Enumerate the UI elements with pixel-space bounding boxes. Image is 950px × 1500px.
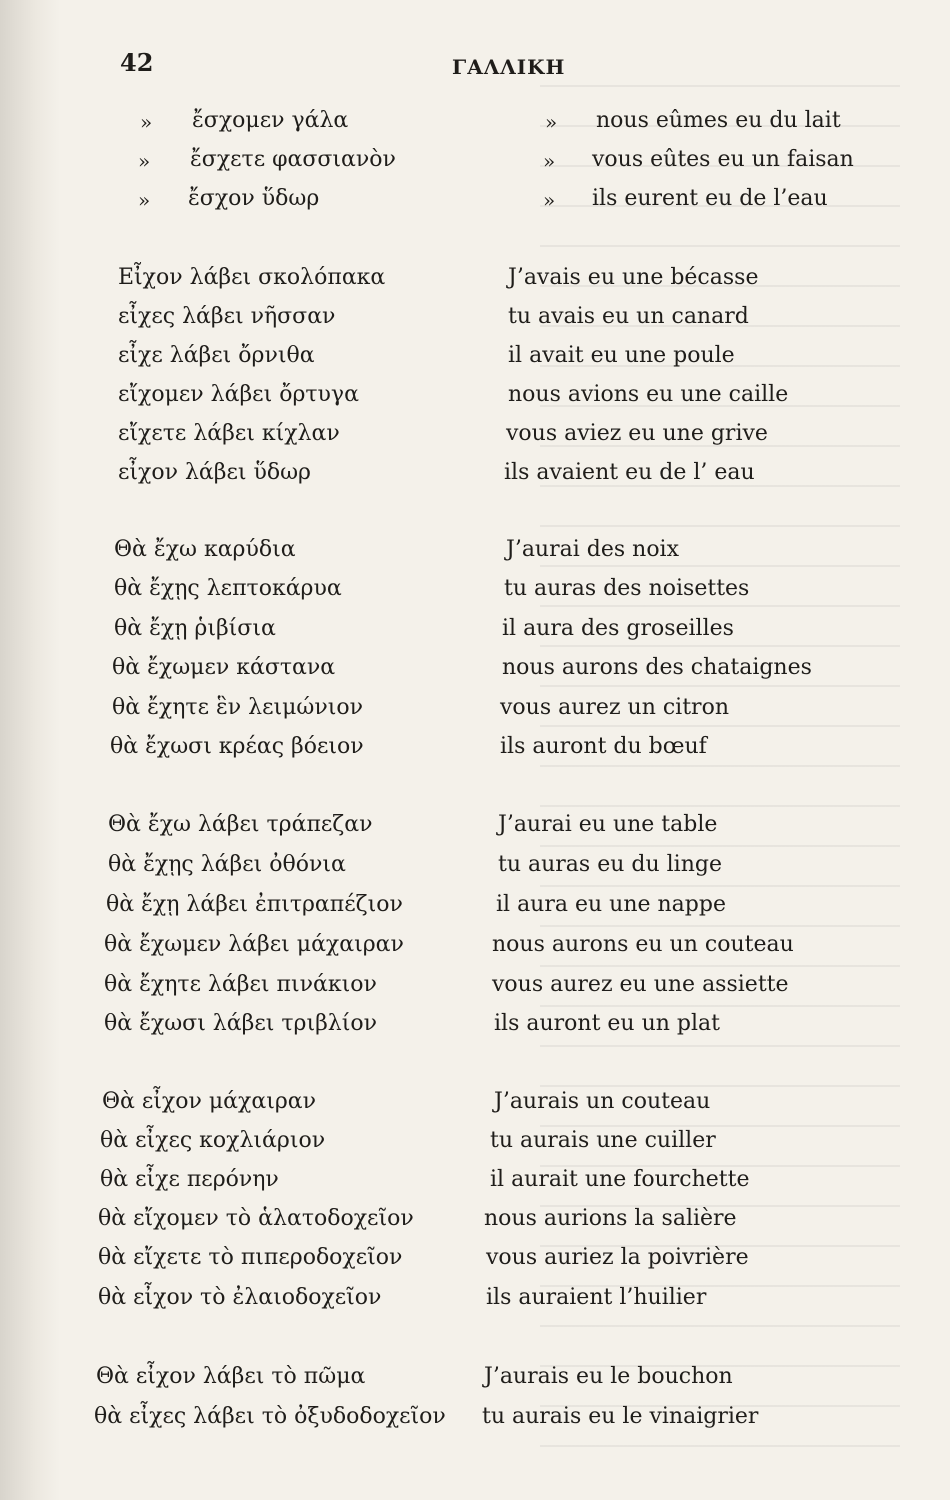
french-phrase: tu aurais une cuiller — [490, 1128, 716, 1153]
french-phrase: ils auront eu un plat — [494, 1011, 720, 1036]
greek-phrase: θὰ εἶχε περόνην — [100, 1167, 279, 1192]
greek-phrase: εἶχον λάβει ὕδωρ — [118, 460, 311, 485]
greek-phrase: ἔσχομεν γάλα — [192, 108, 349, 133]
greek-phrase: Εἶχον λάβει σκολόπακα — [118, 265, 386, 290]
french-phrase: J’aurai des noix — [506, 537, 680, 562]
greek-phrase: θὰ εἴχετε τὸ πιπεροδοχεῖον — [98, 1245, 403, 1270]
verb-row — [0, 186, 950, 222]
french-ditto-mark: » — [543, 149, 556, 173]
greek-phrase: θὰ ἔχῃ λάβει ἐπιτραπέζιον — [106, 892, 403, 917]
french-phrase: il aurait une fourchette — [490, 1167, 750, 1192]
greek-phrase: θὰ ἔχῃ ῥιβίσια — [114, 616, 276, 641]
french-phrase: J’aurais un couteau — [494, 1089, 711, 1114]
verb-row — [0, 1364, 950, 1400]
greek-phrase: θὰ ἔχῃς λάβει ὀθόνια — [108, 852, 346, 877]
french-phrase: J’aurai eu une table — [498, 812, 718, 837]
french-phrase: vous eûtes eu un faisan — [592, 147, 854, 172]
french-phrase: il avait eu une poule — [508, 343, 735, 368]
greek-phrase: Θὰ εἶχον μάχαιραν — [102, 1089, 316, 1114]
greek-phrase: θὰ ἔχῃς λεπτοκάρυα — [114, 576, 342, 601]
running-title: ΓΑΛΛΙΚΗ — [452, 55, 566, 79]
french-phrase: ils eurent eu de l’eau — [592, 186, 828, 211]
french-phrase: il aura eu une nappe — [496, 892, 726, 917]
french-phrase: vous aurez eu une assiette — [492, 972, 789, 997]
french-phrase: nous eûmes eu du lait — [596, 108, 841, 133]
verb-row — [0, 343, 950, 379]
verb-row — [0, 1089, 950, 1125]
french-phrase: J’aurais eu le bouchon — [484, 1364, 733, 1389]
french-phrase: nous aurons des chataignes — [502, 655, 812, 680]
verb-row — [0, 616, 950, 652]
verb-row — [0, 932, 950, 968]
greek-phrase: θὰ ἔχωμεν λάβει μάχαιραν — [104, 932, 404, 957]
greek-ditto-mark: » — [138, 149, 151, 173]
french-phrase: ils auront du bœuf — [500, 734, 707, 759]
greek-phrase: ἔσχον ὕδωρ — [188, 186, 320, 211]
greek-phrase: Θὰ εἶχον λάβει τὸ πῶμα — [96, 1364, 366, 1389]
french-phrase: J’avais eu une bécasse — [508, 265, 759, 290]
greek-ditto-mark: » — [138, 188, 151, 212]
greek-phrase: θὰ ἔχητε λάβει πινάκιον — [104, 972, 377, 997]
french-ditto-mark: » — [545, 110, 558, 134]
verb-row — [0, 852, 950, 888]
verb-row — [0, 1245, 950, 1281]
verb-row — [0, 1206, 950, 1242]
greek-phrase: θὰ ἔχωμεν κάστανα — [112, 655, 336, 680]
french-phrase: tu auras des noisettes — [504, 576, 750, 601]
greek-phrase: θὰ ἔχωσι κρέας βόειον — [110, 734, 364, 759]
greek-phrase: εἴχετε λάβει κίχλαν — [118, 421, 340, 446]
greek-phrase: εἴχομεν λάβει ὄρτυγα — [118, 382, 359, 407]
verb-row — [0, 460, 950, 496]
verb-row — [0, 537, 950, 573]
french-phrase: tu avais eu un canard — [508, 304, 749, 329]
verb-row — [0, 1404, 950, 1440]
verb-row — [0, 576, 950, 612]
greek-phrase: Θὰ ἔχω καρύδια — [114, 537, 296, 562]
greek-phrase: Θὰ ἔχω λάβει τράπεζαν — [108, 812, 373, 837]
greek-phrase: εἶχες λάβει νῆσσαν — [118, 304, 336, 329]
greek-phrase: θὰ εἴχομεν τὸ ἁλατοδοχεῖον — [98, 1206, 414, 1231]
verb-row — [0, 972, 950, 1008]
french-phrase: il aura des groseilles — [502, 616, 734, 641]
french-phrase: vous auriez la poivrière — [486, 1245, 749, 1270]
verb-row — [0, 304, 950, 340]
verb-row — [0, 147, 950, 183]
french-phrase: nous aurions la salière — [484, 1206, 737, 1231]
french-phrase: ils avaient eu de l’ eau — [504, 460, 755, 485]
greek-phrase: θὰ εἶχες λάβει τὸ ὀξυδοδοχεῖον — [94, 1404, 446, 1429]
verb-row — [0, 892, 950, 928]
french-phrase: nous aurons eu un couteau — [492, 932, 794, 957]
french-phrase: tu aurais eu le vinaigrier — [482, 1404, 759, 1429]
verb-row — [0, 1167, 950, 1203]
verb-row — [0, 1011, 950, 1047]
french-phrase: ils auraient l’huilier — [486, 1285, 707, 1310]
page-number: 42 — [120, 48, 154, 77]
greek-phrase: θὰ ἔχωσι λάβει τριβλίον — [104, 1011, 377, 1036]
french-phrase: nous avions eu une caille — [508, 382, 789, 407]
greek-phrase: εἶχε λάβει ὄρνιθα — [118, 343, 315, 368]
french-ditto-mark: » — [543, 188, 556, 212]
greek-ditto-mark: » — [140, 110, 153, 134]
verb-row — [0, 812, 950, 848]
greek-phrase: ἔσχετε φασσιανὸν — [190, 147, 396, 172]
verb-row — [0, 108, 950, 144]
verb-row — [0, 655, 950, 691]
verb-row — [0, 695, 950, 731]
verb-row — [0, 1128, 950, 1164]
verb-row — [0, 421, 950, 457]
greek-phrase: θὰ εἶχον τὸ ἐλαιοδοχεῖον — [98, 1285, 382, 1310]
french-phrase: tu auras eu du linge — [498, 852, 722, 877]
verb-row — [0, 734, 950, 770]
verb-row — [0, 382, 950, 418]
verb-row — [0, 265, 950, 301]
greek-phrase: θὰ εἶχες κοχλιάριον — [100, 1128, 326, 1153]
greek-phrase: θὰ ἔχητε ἓν λειμώνιον — [112, 695, 363, 720]
french-phrase: vous aurez un citron — [500, 695, 729, 720]
verb-row — [0, 1285, 950, 1321]
french-phrase: vous aviez eu une grive — [506, 421, 768, 446]
